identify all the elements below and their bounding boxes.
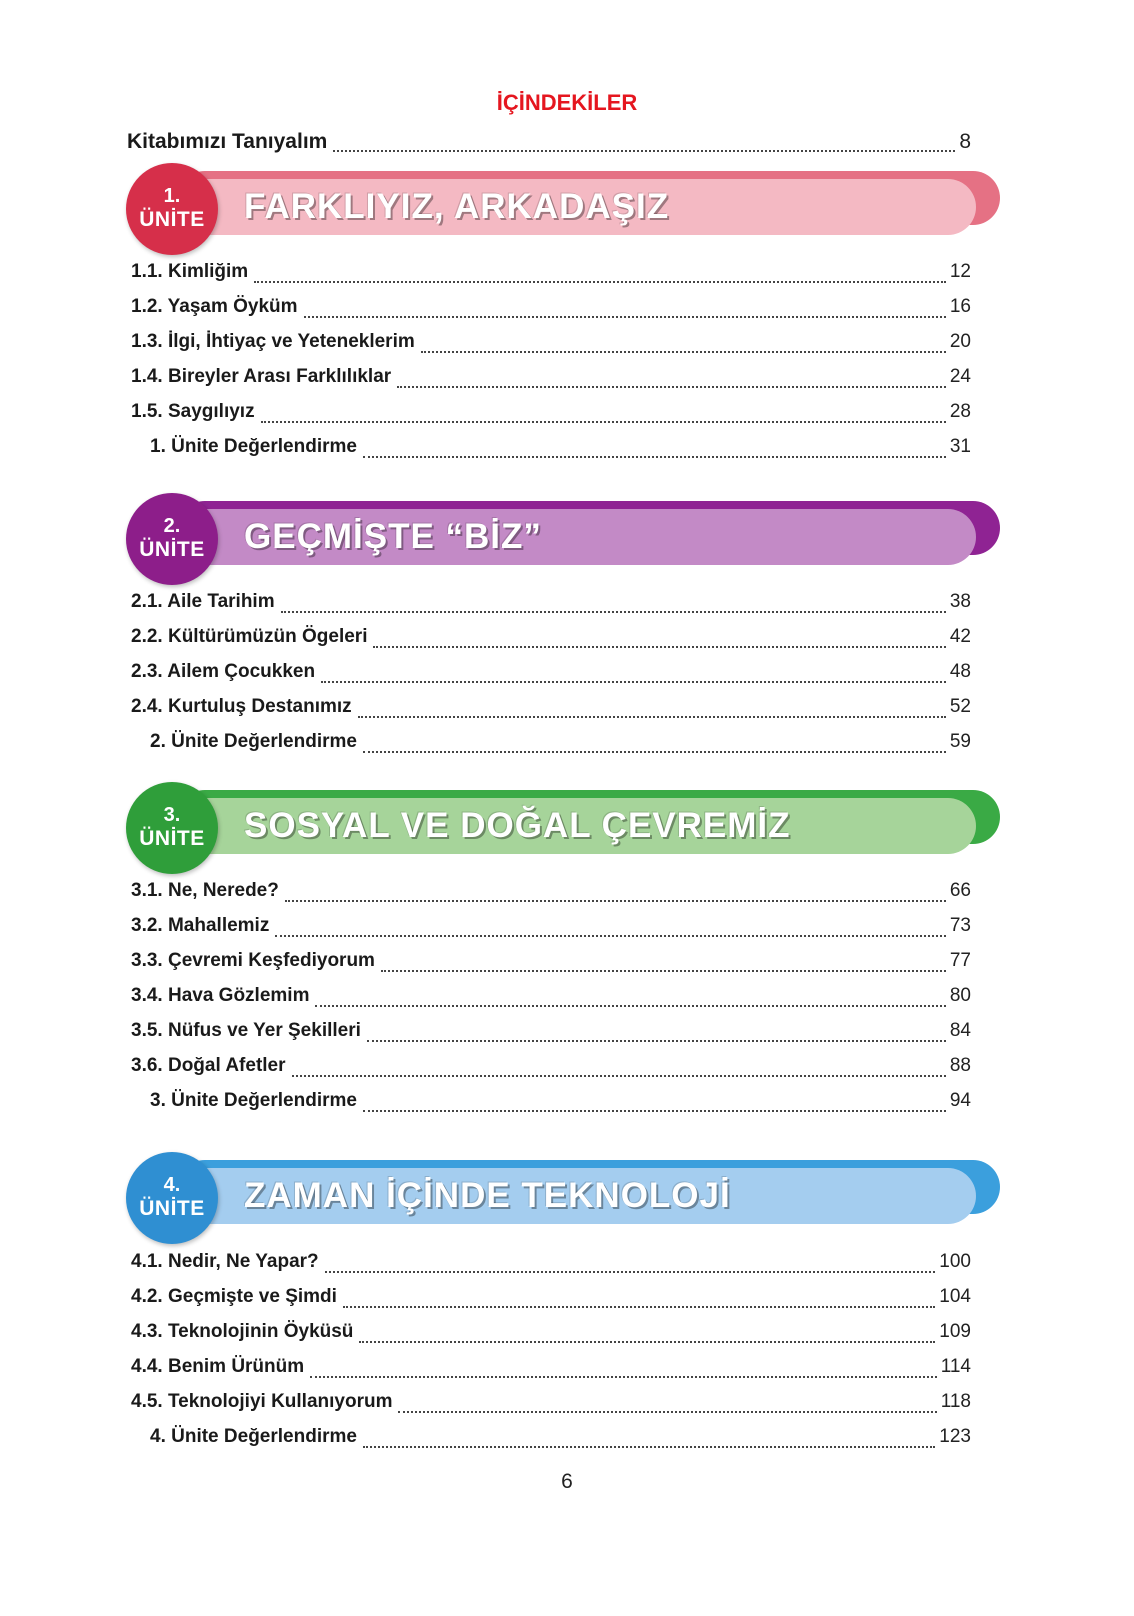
toc-item-page: 28 bbox=[949, 401, 971, 422]
toc-item-label: 1.4. Bireyler Arası Farklılıklar bbox=[131, 366, 392, 387]
dot-leader bbox=[343, 1306, 935, 1308]
toc-item-label: 4.1. Nedir, Ne Yapar? bbox=[131, 1251, 319, 1272]
dot-leader bbox=[333, 150, 955, 152]
dot-leader bbox=[285, 900, 946, 902]
toc-item-page: 20 bbox=[949, 331, 971, 352]
unit-word: ÜNİTE bbox=[139, 827, 205, 850]
unit-number: 2. bbox=[163, 515, 181, 537]
toc-item-label: 3.5. Nüfus ve Yer Şekilleri bbox=[131, 1020, 361, 1041]
toc-item-page: 59 bbox=[949, 731, 971, 752]
unit-badge bbox=[126, 782, 218, 874]
toc-item-label: 1.1. Kimliğim bbox=[131, 261, 249, 282]
toc-item[interactable] bbox=[131, 1391, 971, 1421]
toc-item-label: 1.2. Yaşam Öyküm bbox=[131, 296, 298, 317]
unit-number: 1. bbox=[163, 185, 181, 207]
page-number: 6 bbox=[561, 1470, 573, 1493]
toc-item-label: 3. Ünite Değerlendirme bbox=[150, 1090, 357, 1111]
unit-word: ÜNİTE bbox=[139, 1197, 205, 1220]
toc-item-label: 1.3. İlgi, İhtiyaç ve Yeteneklerim bbox=[131, 331, 415, 352]
toc-item[interactable] bbox=[131, 915, 971, 945]
unit-title: SOSYAL VE DOĞAL ÇEVREMİZ bbox=[244, 806, 791, 845]
toc-item[interactable] bbox=[131, 1020, 971, 1050]
toc-item-label: 4.3. Teknolojinin Öyküsü bbox=[131, 1321, 354, 1342]
unit-number: 4. bbox=[163, 1174, 181, 1196]
toc-item-page: 12 bbox=[949, 261, 971, 282]
dot-leader bbox=[325, 1271, 936, 1273]
toc-item[interactable] bbox=[131, 261, 971, 291]
dot-leader bbox=[373, 646, 945, 648]
toc-item[interactable] bbox=[131, 985, 971, 1015]
toc-item-label: 2.3. Ailem Çocukken bbox=[131, 661, 316, 682]
toc-item-page: 77 bbox=[949, 950, 971, 971]
toc-item-label: 4. Ünite Değerlendirme bbox=[150, 1426, 357, 1447]
toc-item-label: 3.1. Ne, Nerede? bbox=[131, 880, 279, 901]
toc-item[interactable] bbox=[131, 696, 971, 726]
unit-badge bbox=[126, 493, 218, 585]
toc-item-page: 24 bbox=[949, 366, 971, 387]
toc-item-label: 2.1. Aile Tarihim bbox=[131, 591, 275, 612]
toc-item[interactable] bbox=[131, 880, 971, 910]
toc-item-page: 66 bbox=[949, 880, 971, 901]
unit-3-header bbox=[126, 788, 1002, 880]
dot-leader bbox=[398, 1411, 936, 1413]
toc-item[interactable] bbox=[131, 661, 971, 691]
dot-leader bbox=[421, 351, 946, 353]
toc-item[interactable] bbox=[131, 1251, 971, 1281]
dot-leader bbox=[304, 316, 946, 318]
toc-item-page: 16 bbox=[949, 296, 971, 317]
toc-item[interactable] bbox=[131, 591, 971, 621]
toc-item-page: 88 bbox=[949, 1055, 971, 1076]
toc-item-label: 1.5. Saygılıyız bbox=[131, 401, 255, 422]
dot-leader bbox=[381, 970, 946, 972]
toc-item[interactable] bbox=[131, 1356, 971, 1386]
toc-item[interactable] bbox=[131, 1055, 971, 1085]
dot-leader bbox=[367, 1040, 946, 1042]
unit-title: GEÇMİŞTE “BİZ” bbox=[244, 517, 542, 556]
toc-item-page: 109 bbox=[939, 1321, 971, 1342]
toc-item-label: 3.4. Hava Gözlemim bbox=[131, 985, 310, 1006]
page-title: İÇİNDEKİLER bbox=[496, 90, 638, 115]
toc-item-page: 84 bbox=[949, 1020, 971, 1041]
dot-leader bbox=[275, 935, 946, 937]
toc-item-page: 94 bbox=[949, 1090, 971, 1111]
toc-evaluation[interactable] bbox=[150, 1090, 971, 1120]
toc-evaluation[interactable] bbox=[150, 731, 971, 761]
toc-item-label: 4.4. Benim Ürünüm bbox=[131, 1356, 305, 1377]
toc-item[interactable] bbox=[131, 1286, 971, 1316]
unit-word: ÜNİTE bbox=[139, 538, 205, 561]
toc-item-page: 31 bbox=[949, 436, 971, 457]
unit-badge bbox=[126, 1152, 218, 1244]
toc-item-label: 4.2. Geçmişte ve Şimdi bbox=[131, 1286, 337, 1307]
dot-leader bbox=[254, 281, 946, 283]
toc-item-page: 48 bbox=[949, 661, 971, 682]
toc-item-label: 2. Ünite Değerlendirme bbox=[150, 731, 357, 752]
toc-item[interactable] bbox=[131, 950, 971, 980]
toc-item-page: 80 bbox=[949, 985, 971, 1006]
toc-item[interactable] bbox=[131, 626, 971, 656]
toc-item-page: 52 bbox=[949, 696, 971, 717]
dot-leader bbox=[281, 611, 946, 613]
dot-leader bbox=[363, 456, 946, 458]
toc-item-label: 3.6. Doğal Afetler bbox=[131, 1055, 286, 1076]
toc-item-page: 38 bbox=[949, 591, 971, 612]
dot-leader bbox=[363, 1446, 935, 1448]
toc-item-label: 3.2. Mahallemiz bbox=[131, 915, 270, 936]
toc-intro-row[interactable] bbox=[127, 130, 971, 160]
toc-item[interactable] bbox=[131, 1321, 971, 1351]
toc-item-label: 4.5. Teknolojiyi Kullanıyorum bbox=[131, 1391, 393, 1412]
dot-leader bbox=[321, 681, 946, 683]
toc-item-label: Kitabımızı Tanıyalım bbox=[127, 130, 328, 153]
dot-leader bbox=[397, 386, 946, 388]
toc-item-label: 2.2. Kültürümüzün Ögeleri bbox=[131, 626, 368, 647]
unit-word: ÜNİTE bbox=[139, 208, 205, 231]
unit-title: FARKLIYIZ, ARKADAŞIZ bbox=[244, 187, 670, 226]
dot-leader bbox=[358, 716, 946, 718]
unit-4-header bbox=[126, 1158, 1002, 1250]
toc-item[interactable] bbox=[131, 401, 971, 431]
toc-item-page: 8 bbox=[959, 130, 971, 153]
dot-leader bbox=[310, 1376, 937, 1378]
unit-title: ZAMAN İÇİNDE TEKNOLOJİ bbox=[244, 1176, 731, 1215]
toc-item-page: 123 bbox=[939, 1426, 971, 1447]
dot-leader bbox=[292, 1075, 946, 1077]
toc-item[interactable] bbox=[131, 366, 971, 396]
toc-item-page: 100 bbox=[939, 1251, 971, 1272]
toc-item-label: 3.3. Çevremi Keşfediyorum bbox=[131, 950, 375, 971]
dot-leader bbox=[359, 1341, 935, 1343]
toc-item-page: 114 bbox=[940, 1356, 971, 1377]
unit-1-header bbox=[126, 169, 1002, 261]
dot-leader bbox=[261, 421, 946, 423]
dot-leader bbox=[363, 1110, 946, 1112]
toc-item-page: 73 bbox=[949, 915, 971, 936]
toc-item-page: 118 bbox=[940, 1391, 971, 1412]
unit-badge bbox=[126, 163, 218, 255]
toc-item-label: 2.4. Kurtuluş Destanımız bbox=[131, 696, 352, 717]
toc-item[interactable] bbox=[131, 296, 971, 326]
dot-leader bbox=[315, 1005, 945, 1007]
toc-item-page: 42 bbox=[949, 626, 971, 647]
toc-item[interactable] bbox=[131, 331, 971, 361]
dot-leader bbox=[363, 751, 946, 753]
unit-number: 3. bbox=[163, 804, 181, 826]
unit-2-header bbox=[126, 499, 1002, 591]
toc-evaluation[interactable] bbox=[150, 1426, 971, 1456]
toc-item-label: 1. Ünite Değerlendirme bbox=[150, 436, 357, 457]
toc-item-page: 104 bbox=[939, 1286, 971, 1307]
toc-evaluation[interactable] bbox=[150, 436, 971, 466]
